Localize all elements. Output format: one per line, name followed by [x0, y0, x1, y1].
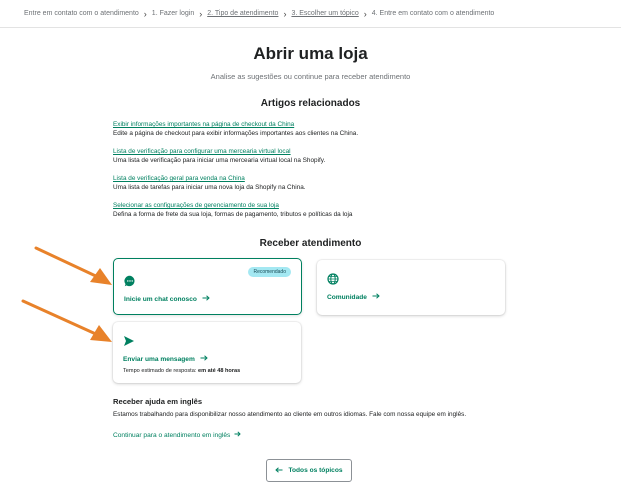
globe-icon — [327, 272, 339, 290]
community-card[interactable] — [317, 260, 505, 315]
annotation-arrow-icon — [34, 244, 118, 290]
support-heading: Receber atendimento — [259, 238, 362, 249]
english-help-text: Estamos trabalhando para disponibilizar nosso atendimento ao cliente em outros idiomas. Fale com nossa equipe em inglês. — [113, 411, 467, 418]
articles-heading: Artigos relacionados — [260, 98, 361, 109]
response-time-value: em até 48 horas — [197, 368, 241, 374]
page-subtitle: Analise as sugestões ou continue para receber atendimento — [210, 72, 411, 81]
chevron-right-icon: › — [143, 8, 147, 19]
list-item — [113, 121, 513, 138]
list-item — [113, 148, 513, 165]
chat-button[interactable] — [124, 295, 210, 303]
chevron-right-icon: › — [283, 8, 287, 19]
chat-button-label: Inicie um chat conosco — [124, 295, 197, 303]
breadcrumb-item-support-type[interactable]: 2. Tipo de atendimento — [207, 10, 279, 17]
english-help-link[interactable] — [113, 431, 241, 439]
breadcrumb-item-contact: Entre em contato com o atendimento — [24, 10, 139, 17]
community-button-label: Comunidade — [327, 293, 367, 301]
chat-card[interactable] — [113, 258, 302, 315]
all-topics-button[interactable] — [266, 459, 352, 482]
list-item — [113, 202, 513, 219]
chat-bubble-icon — [124, 274, 136, 292]
breadcrumb — [0, 0, 621, 28]
message-card[interactable] — [113, 322, 301, 383]
page-title: Abrir uma loja — [253, 44, 368, 63]
arrow-right-icon — [202, 295, 210, 303]
community-button[interactable] — [327, 293, 380, 301]
response-time-label: Tempo estimado de resposta: — [123, 368, 197, 374]
annotation-arrow-icon — [20, 296, 116, 348]
article-description: Edite a página de checkout para exibir informações importantes aos clientes na China. — [113, 130, 359, 137]
article-link[interactable]: Lista de verificação geral para venda na China — [113, 175, 245, 182]
article-description: Uma lista de tarefas para iniciar uma nova loja da Shopify na China. — [113, 184, 306, 191]
arrow-right-icon — [372, 293, 380, 301]
list-item — [113, 175, 513, 192]
english-help-link-label: Continuar para o atendimento em inglês — [113, 431, 231, 439]
english-help-heading: Receber ajuda em inglês — [113, 397, 203, 406]
send-icon — [123, 334, 135, 352]
recommended-badge: Recomendado — [248, 267, 291, 277]
breadcrumb-item-login: 1. Fazer login — [151, 10, 195, 17]
article-link[interactable]: Exibir informações importantes na página de checkout da China — [113, 121, 295, 128]
message-button[interactable] — [123, 355, 208, 363]
article-link[interactable]: Selecionar as configurações de gerenciamento de sua loja — [113, 202, 279, 209]
all-topics-label: Todos os tópicos — [288, 467, 343, 474]
article-description: Defina a forma de frete da sua loja, formas de pagamento, tributos e políticas da loja — [113, 211, 353, 218]
response-time — [123, 368, 240, 374]
message-button-label: Enviar uma mensagem — [123, 355, 195, 363]
arrow-right-icon — [234, 431, 241, 439]
chevron-right-icon: › — [199, 8, 203, 19]
article-link[interactable]: Lista de verificação para configurar uma mercearia virtual local — [113, 148, 291, 155]
chevron-right-icon: › — [363, 8, 367, 19]
article-description: Uma lista de verificação para iniciar uma mercearia virtual local na Shopify. — [113, 157, 326, 164]
arrow-right-icon — [200, 355, 208, 363]
breadcrumb-item-choose-topic[interactable]: 3. Escolher um tópico — [291, 10, 359, 17]
articles-list — [113, 121, 513, 229]
breadcrumb-item-current: 4. Entre em contato com o atendimento — [371, 10, 495, 17]
arrow-left-icon — [275, 467, 283, 475]
